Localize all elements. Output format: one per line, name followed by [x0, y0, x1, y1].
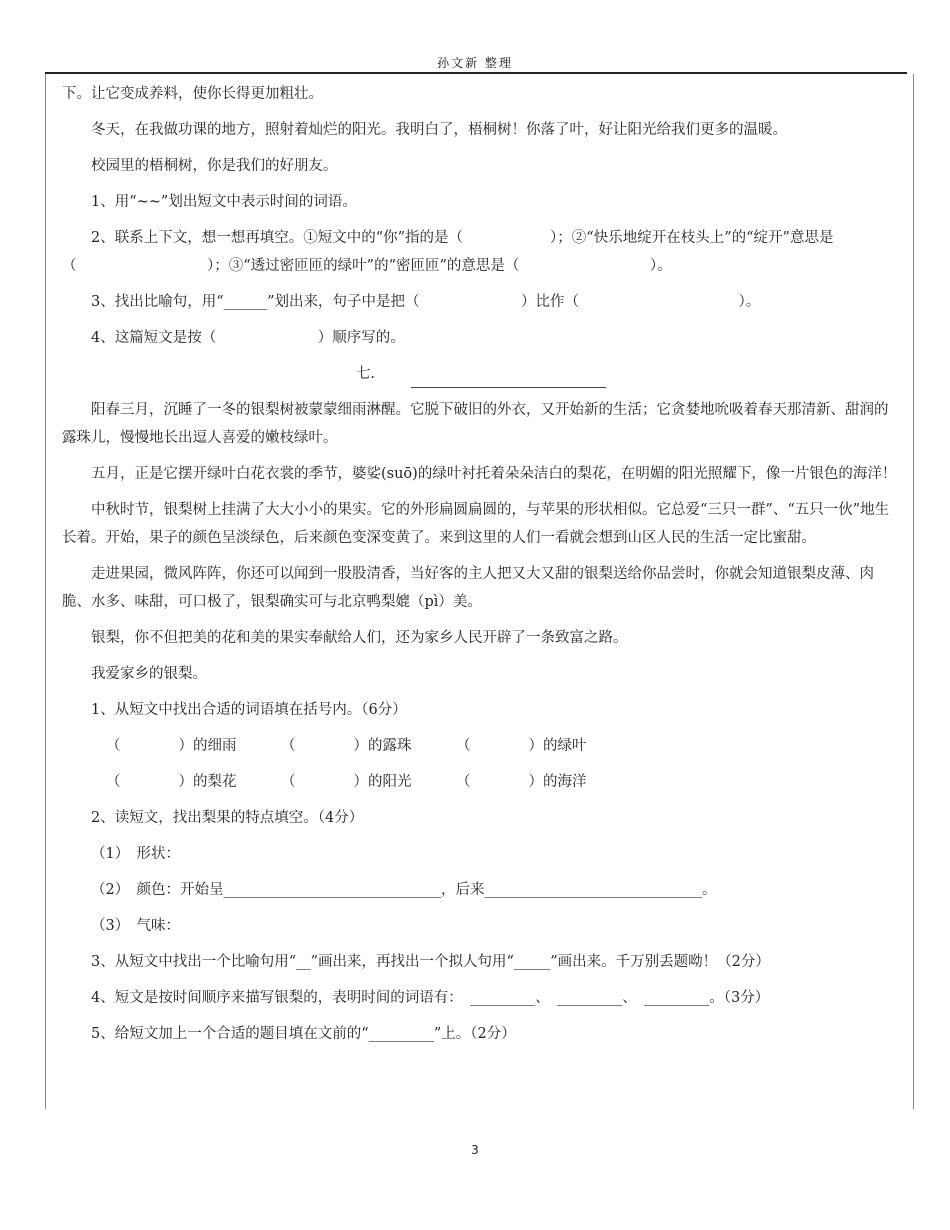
fill-cell: （ ）的海洋 [456, 774, 587, 790]
sub-item-shape: （1） 形状： [91, 846, 180, 862]
page-header: 孙文新 整理 [437, 56, 513, 70]
document-body [62, 80, 900, 1056]
fill-row [62, 732, 900, 760]
question-2-5: 5、给短文加上一个合适的题目填在文前的“_________”上。（2分） [91, 1026, 516, 1042]
question-4: 4、这篇短文是按（ ）顺序写的。 [91, 330, 405, 346]
question-2-1: 1、从短文中找出合适的词语填在括号内。（6分） [91, 702, 407, 718]
paragraph: 下。让它变成养料，使你长得更加粗壮。 [62, 86, 323, 102]
fill-cell: （ ）的细雨 [106, 738, 237, 754]
fill-cell: （ ）的阳光 [281, 774, 412, 790]
fill-cell: （ ）的绿叶 [456, 738, 587, 754]
sub-item-color: （2） 颜色：开始呈______________________________，后来______________________________。 [91, 882, 717, 898]
frame-right-border [913, 74, 914, 1109]
question-3: 3、找出比喻句，用“______”划出来，句子中是把（ ）比作（ ）。 [91, 294, 761, 310]
fill-cell: （ ）的露珠 [281, 738, 412, 754]
paragraph: 校园里的梧桐树，你是我们的好朋友。 [91, 158, 338, 174]
story-paragraph: 阳春三月，沉睡了一冬的银梨树被蒙蒙细雨淋醒。它脱下破旧的外衣，又开始新的生活；它贪婪地吮吸着春天那清新、甜润的露珠儿，慢慢地长出逗人喜爱的嫩枝绿叶。 [62, 402, 889, 446]
title-blank-line [411, 369, 606, 388]
fill-cell: （ ）的梨花 [106, 774, 237, 790]
sub-item-smell: （3） 气味： [91, 918, 180, 934]
section-title [62, 360, 900, 388]
story-paragraph: 银梨，你不但把美的花和美的果实奉献给人们，还为家乡人民开辟了一条致富之路。 [91, 630, 628, 646]
question-2-2: 2、读短文，找出梨果的特点填空。（4分） [91, 810, 364, 826]
story-paragraph: 中秋时节，银梨树上挂满了大大小小的果实。它的外形扁圆扁圆的，与苹果的形状相似。它总爱“三只一群”、“五只一伙”地生长着。开始，果子的颜色呈淡绿色，后来颜色变深变黄了。来到这里的人们一看就会想到山区人民的生活一定比蜜甜。 [62, 502, 890, 546]
question-2-4: 4、短文是按时间顺序来描写银梨的，表明时间的词语有： _________、 _________、 _________。（3分） [91, 990, 770, 1006]
story-paragraph: 走进果园，微风阵阵，你还可以闻到一股股清香，当好客的主人把又大又甜的银梨送给你品尝时，你就会知道银梨皮薄、肉脆、水多、味甜，可口极了，银梨确实可与北京鸭梨媲（pì）美。 [62, 566, 874, 610]
story-paragraph: 五月，正是它摆开绿叶白花衣裳的季节，婆娑(suō)的绿叶衬托着朵朵洁白的梨花，在明媚的阳光照耀下，像一片银色的海洋！ [91, 466, 897, 482]
frame-left-border [45, 74, 46, 1109]
question-2: 2、联系上下文，想一想再填空。①短文中的“你”指的是（ ）；②“快乐地绽开在枝头上”的“绽开”意思是（ ）；③“透过密匝匝的绿叶”的“密匝匝”的意思是（ ）。 [62, 230, 834, 274]
question-1: 1、用“~~”划出短文中表示时间的词语。 [91, 194, 357, 210]
fill-row [62, 768, 900, 796]
story-paragraph: 我爱家乡的银梨。 [91, 666, 207, 682]
question-2-3: 3、从短文中找出一个比喻句用“__”画出来，再找出一个拟人句用“_____”画出来。千万别丢题呦！（2分） [91, 954, 770, 970]
header-rule [45, 72, 907, 74]
paragraph: 冬天，在我做功课的地方，照射着灿烂的阳光。我明白了，梧桐树！你落了叶，好让阳光给我们更多的温暖。 [91, 122, 787, 138]
page-number: 3 [471, 1143, 479, 1157]
section-number: 七. [355, 366, 376, 382]
